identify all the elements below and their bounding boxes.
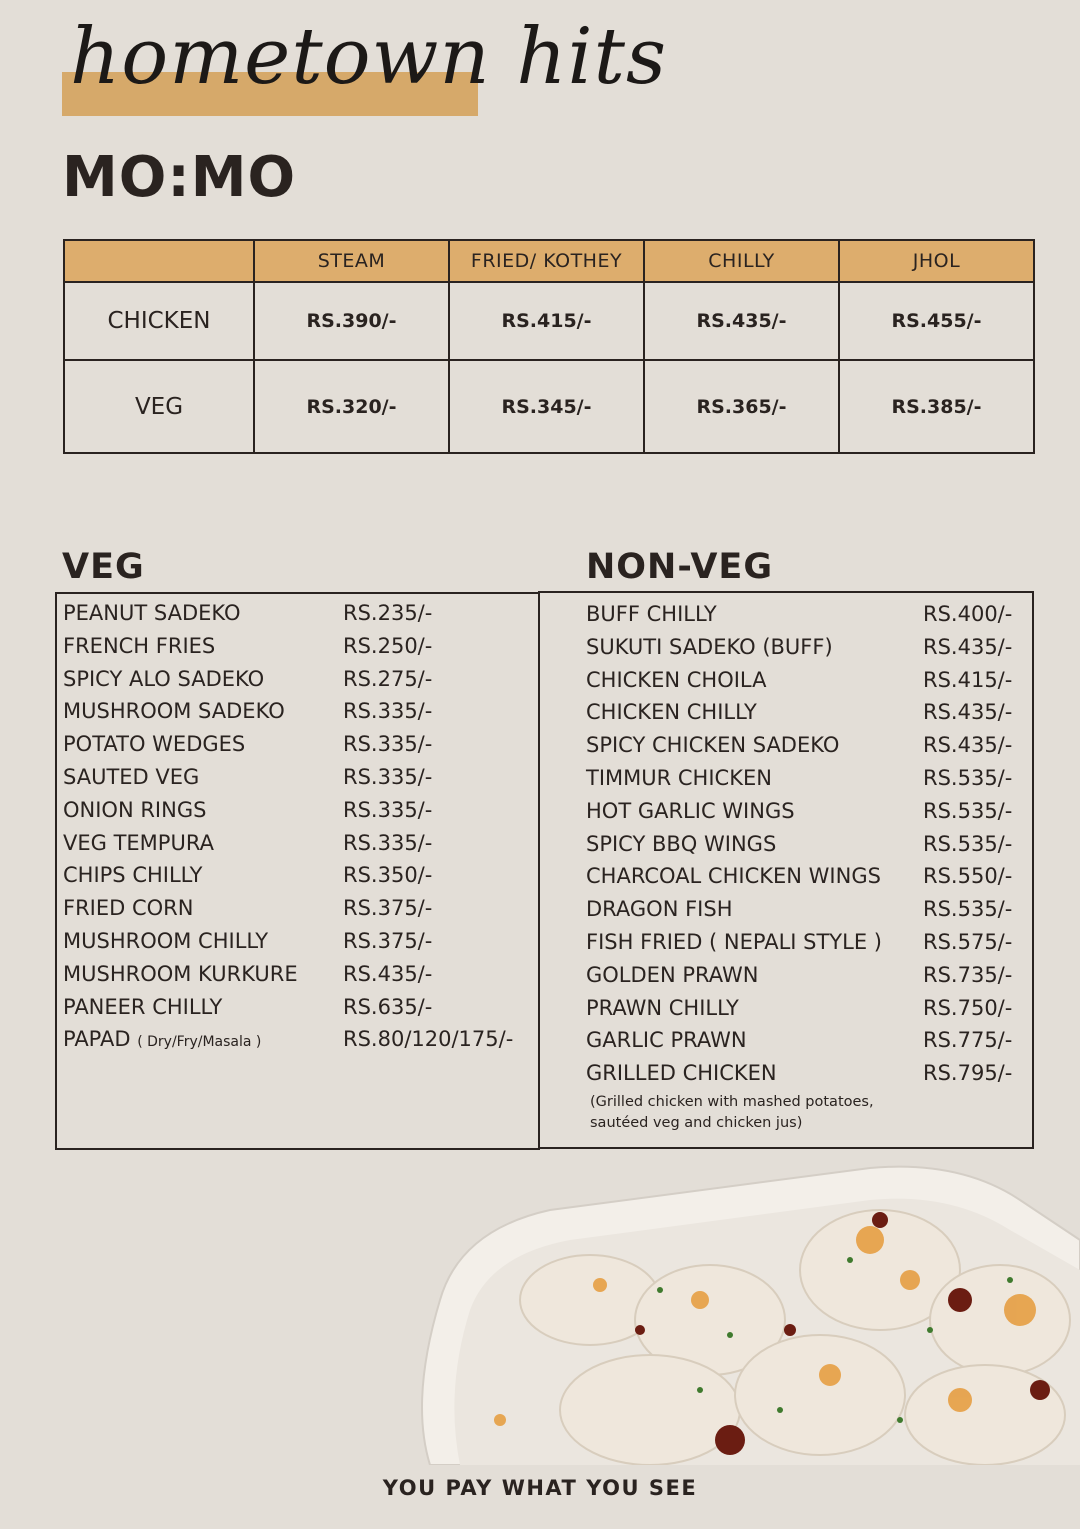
item-name xyxy=(63,925,268,958)
list-item xyxy=(586,1057,1026,1090)
row-label-chicken: CHICKEN xyxy=(64,282,254,360)
item-name xyxy=(586,1024,747,1057)
list-item xyxy=(63,794,533,827)
list-item xyxy=(63,892,533,925)
list-item xyxy=(586,860,1026,893)
list-item xyxy=(63,761,533,794)
item-price: RS.375/- xyxy=(343,896,433,921)
item-name xyxy=(63,597,241,630)
item-price: RS.735/- xyxy=(923,962,1013,987)
price-cell: RS.320/- xyxy=(254,360,449,453)
list-item xyxy=(586,992,1026,1025)
item-name-text: CHARCOAL CHICKEN WINGS xyxy=(586,864,881,889)
item-price: RS.535/- xyxy=(923,831,1013,856)
item-name-text: BUFF CHILLY xyxy=(586,602,717,626)
list-item xyxy=(586,664,1026,697)
item-name xyxy=(63,892,193,925)
item-name-text: CHICKEN CHOILA xyxy=(586,667,767,692)
item-name-text: PAPAD xyxy=(63,1027,131,1052)
list-item xyxy=(586,762,1026,795)
item-name xyxy=(63,695,285,728)
header-cell-chilly: CHILLY xyxy=(644,240,839,282)
item-name xyxy=(586,762,772,795)
item-name xyxy=(586,696,757,729)
table-row xyxy=(64,360,1034,453)
table-row xyxy=(64,282,1034,360)
item-price: RS.400/- xyxy=(923,602,1013,626)
nonveg-section-title: NON-VEG xyxy=(586,547,774,587)
item-price: RS.375/- xyxy=(343,928,433,953)
list-item xyxy=(586,828,1026,861)
momo-plate-photo xyxy=(400,1160,1080,1465)
item-price: RS.335/- xyxy=(343,732,433,757)
item-price: RS.415/- xyxy=(923,667,1013,692)
item-name-text: MUSHROOM KURKURE xyxy=(63,961,298,986)
nonveg-item-list xyxy=(586,598,1026,1090)
item-name xyxy=(586,1057,777,1090)
item-name xyxy=(586,828,776,861)
item-price: RS.335/- xyxy=(343,830,433,855)
item-price: RS.575/- xyxy=(923,929,1013,954)
item-name-text: SPICY BBQ WINGS xyxy=(586,831,777,856)
list-item xyxy=(63,991,533,1024)
item-name-text: FRENCH FRIES xyxy=(63,633,216,658)
item-name-text: SAUTED VEG xyxy=(63,764,200,789)
item-price: RS.435/- xyxy=(343,961,433,986)
item-name xyxy=(63,991,222,1024)
item-name xyxy=(63,958,298,991)
item-name-text: POTATO WEDGES xyxy=(63,732,246,757)
list-item xyxy=(586,631,1026,664)
list-item xyxy=(63,597,533,630)
item-price: RS.335/- xyxy=(343,797,433,822)
item-name-text: SPICY ALO SADEKO xyxy=(63,666,265,691)
list-item xyxy=(586,893,1026,926)
item-name xyxy=(63,794,206,827)
price-cell: RS.385/- xyxy=(839,360,1034,453)
item-price: RS.535/- xyxy=(923,897,1013,922)
grilled-chicken-description xyxy=(590,1092,874,1134)
item-name-text: TIMMUR CHICKEN xyxy=(586,765,772,790)
item-name xyxy=(586,598,717,631)
description-line-2: sautéed veg and chicken jus) xyxy=(590,1115,803,1131)
item-price: RS.275/- xyxy=(343,666,433,691)
list-item xyxy=(63,958,533,991)
price-cell: RS.390/- xyxy=(254,282,449,360)
price-cell: RS.455/- xyxy=(839,282,1034,360)
momo-table-header-row xyxy=(64,240,1034,282)
item-price: RS.235/- xyxy=(343,601,433,625)
header-cell-steam: STEAM xyxy=(254,240,449,282)
script-title: hometown hits xyxy=(70,12,667,102)
item-price: RS.435/- xyxy=(923,700,1013,725)
price-cell: RS.435/- xyxy=(644,282,839,360)
item-name-text: PANEER CHILLY xyxy=(63,994,223,1019)
item-name-text: GOLDEN PRAWN xyxy=(586,962,759,987)
item-price: RS.750/- xyxy=(923,995,1013,1020)
list-item xyxy=(63,1023,533,1056)
item-name xyxy=(586,959,758,992)
item-name-text: CHIPS CHILLY xyxy=(63,863,203,888)
price-cell: RS.365/- xyxy=(644,360,839,453)
item-name-text: PEANUT SADEKO xyxy=(63,601,241,625)
item-name xyxy=(586,893,733,926)
list-item xyxy=(586,1024,1026,1057)
item-name-text: PRAWN CHILLY xyxy=(586,995,739,1020)
list-item xyxy=(63,728,533,761)
item-name-text: VEG TEMPURA xyxy=(63,830,214,855)
item-name xyxy=(586,664,766,697)
item-name-text: GARLIC PRAWN xyxy=(586,1028,747,1053)
item-name-text: ONION RINGS xyxy=(63,797,207,822)
header-cell-fried-kothey: FRIED/ KOTHEY xyxy=(449,240,644,282)
list-item xyxy=(586,598,1026,631)
item-name xyxy=(63,630,215,663)
item-name-text: SPICY CHICKEN SADEKO xyxy=(586,733,840,758)
list-item xyxy=(586,926,1026,959)
item-price: RS.535/- xyxy=(923,798,1013,823)
item-price: RS.635/- xyxy=(343,994,433,1019)
list-item xyxy=(63,695,533,728)
price-cell: RS.415/- xyxy=(449,282,644,360)
item-price: RS.335/- xyxy=(343,764,433,789)
veg-item-list xyxy=(63,597,533,1056)
item-name-text: FISH FRIED ( NEPALI STYLE ) xyxy=(586,929,882,954)
item-name-text: GRILLED CHICKEN xyxy=(586,1061,777,1086)
item-name xyxy=(586,992,739,1025)
item-price: RS.435/- xyxy=(923,634,1013,659)
item-price: RS.535/- xyxy=(923,765,1013,790)
item-name xyxy=(63,859,202,892)
list-item xyxy=(586,795,1026,828)
item-price: RS.435/- xyxy=(923,733,1013,758)
item-price: RS.795/- xyxy=(923,1061,1013,1086)
item-name xyxy=(586,729,839,762)
list-item xyxy=(63,925,533,958)
list-item xyxy=(63,859,533,892)
item-name-text: FRIED CORN xyxy=(63,896,194,921)
item-name-text: CHICKEN CHILLY xyxy=(586,700,757,725)
momo-price-table xyxy=(63,239,1035,454)
item-price: RS.550/- xyxy=(923,864,1013,889)
item-name-text: MUSHROOM SADEKO xyxy=(63,699,285,724)
item-price: RS.335/- xyxy=(343,699,433,724)
item-name xyxy=(586,795,795,828)
veg-section-title: VEG xyxy=(62,547,145,587)
item-name-text: HOT GARLIC WINGS xyxy=(586,798,795,823)
item-name xyxy=(63,761,199,794)
item-price: RS.80/120/175/- xyxy=(343,1027,514,1052)
list-item xyxy=(63,663,533,696)
item-name xyxy=(63,827,214,860)
item-name xyxy=(586,926,882,959)
item-name xyxy=(586,631,833,664)
list-item xyxy=(586,959,1026,992)
list-item xyxy=(586,729,1026,762)
item-name xyxy=(586,860,881,893)
item-price: RS.350/- xyxy=(343,863,433,888)
footer-tagline: YOU PAY WHAT YOU SEE xyxy=(382,1476,698,1500)
item-name-text: DRAGON FISH xyxy=(586,897,733,922)
momo-section-title: MO:MO xyxy=(62,145,297,210)
item-name-text: MUSHROOM CHILLY xyxy=(63,928,269,953)
list-item xyxy=(63,827,533,860)
item-price: RS.250/- xyxy=(343,633,433,658)
description-line-1: (Grilled chicken with mashed potatoes, xyxy=(590,1094,874,1110)
item-price: RS.775/- xyxy=(923,1028,1013,1053)
item-name-text: SUKUTI SADEKO (BUFF) xyxy=(586,634,833,659)
list-item xyxy=(63,630,533,663)
item-name xyxy=(63,728,245,761)
header-cell-empty xyxy=(64,240,254,282)
item-name xyxy=(63,1023,261,1059)
row-label-veg: VEG xyxy=(64,360,254,453)
list-item xyxy=(586,696,1026,729)
price-cell: RS.345/- xyxy=(449,360,644,453)
item-note: ( Dry/Fry/Masala ) xyxy=(137,1034,262,1051)
header-cell-jhol: JHOL xyxy=(839,240,1034,282)
item-name xyxy=(63,663,264,696)
